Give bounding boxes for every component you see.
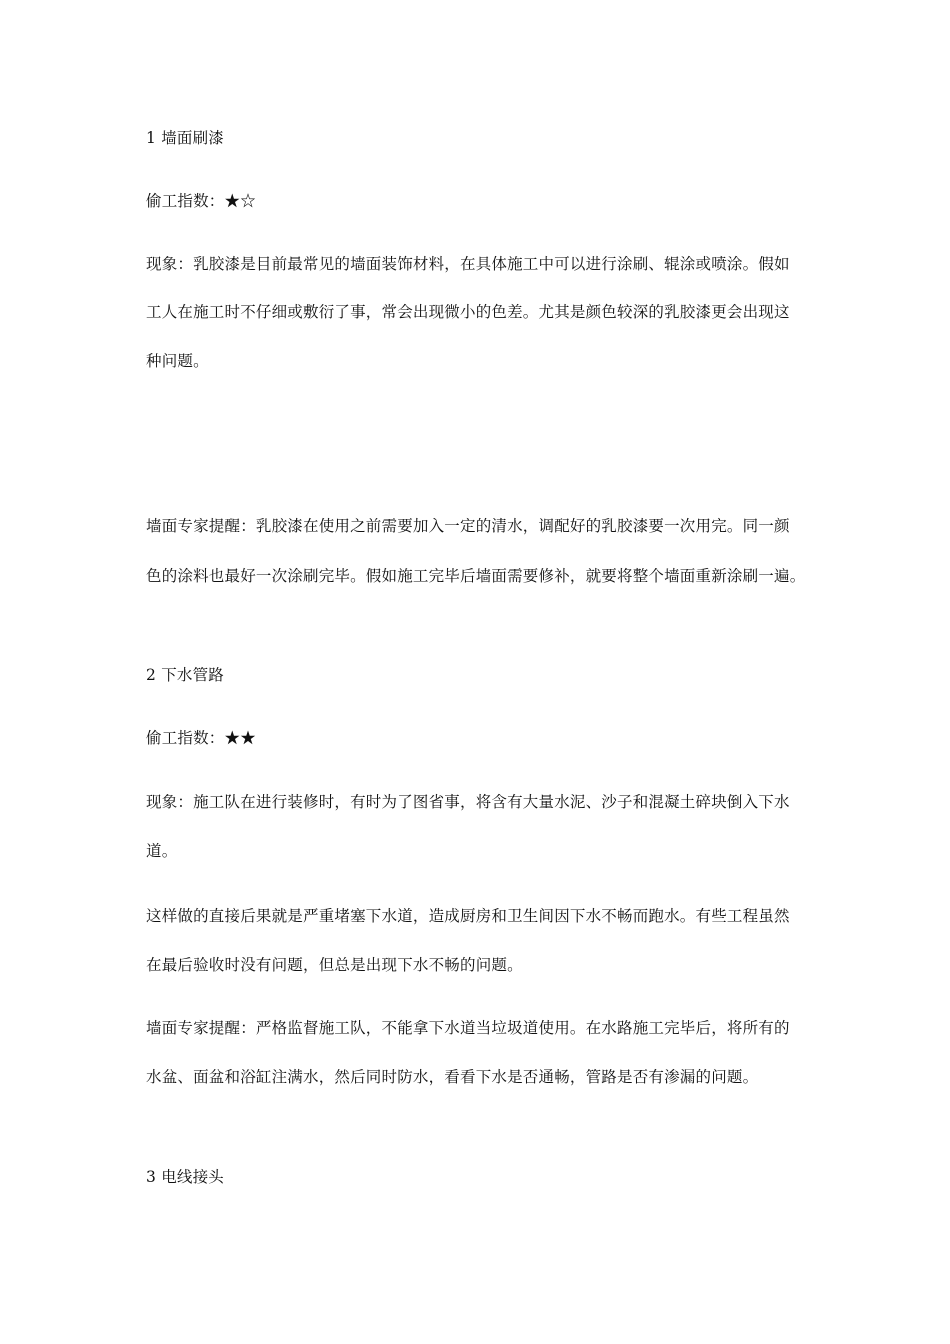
section-1-tip-line-2: 色的涂料也最好一次涂刷完毕。假如施工完毕后墙面需要修补，就要将整个墙面重新涂刷一遍。 [146,567,806,585]
section-2-rating: 偷工指数：★★ [146,729,256,747]
section-1-phenomenon-line-2: 工人在施工时不仔细或敷衍了事，常会出现微小的色差。尤其是颜色较深的乳胶漆更会出现这 [146,303,790,321]
section-2-consequence-line-2: 在最后验收时没有问题，但总是出现下水不畅的问题。 [146,956,523,974]
section-1-rating: 偷工指数：★☆ [146,192,256,210]
section-1-phenomenon-line-3: 种问题。 [146,352,209,370]
section-2-tip-line-2: 水盆、面盆和浴缸注满水，然后同时防水，看看下水是否通畅，管路是否有渗漏的问题。 [146,1068,759,1086]
section-2-consequence-line-1: 这样做的直接后果就是严重堵塞下水道，造成厨房和卫生间因下水不畅而跑水。有些工程虽然 [146,907,790,925]
section-3-heading: 3 电线接头 [146,1168,224,1186]
section-2-tip-line-1: 墙面专家提醒：严格监督施工队，不能拿下水道当垃圾道使用。在水路施工完毕后，将所有的 [146,1019,790,1037]
section-1-heading: 1 墙面刷漆 [146,129,224,147]
section-2-heading: 2 下水管路 [146,666,224,684]
section-1-tip-line-1: 墙面专家提醒：乳胶漆在使用之前需要加入一定的清水，调配好的乳胶漆要一次用完。同一颜 [146,517,790,535]
section-2-phenomenon-line-2: 道。 [146,842,178,860]
section-1-phenomenon-line-1: 现象：乳胶漆是目前最常见的墙面装饰材料，在具体施工中可以进行涂刷、辊涂或喷涂。假如 [146,255,790,273]
section-2-phenomenon-line-1: 现象：施工队在进行装修时，有时为了图省事，将含有大量水泥、沙子和混凝土碎块倒入下水 [146,793,790,811]
